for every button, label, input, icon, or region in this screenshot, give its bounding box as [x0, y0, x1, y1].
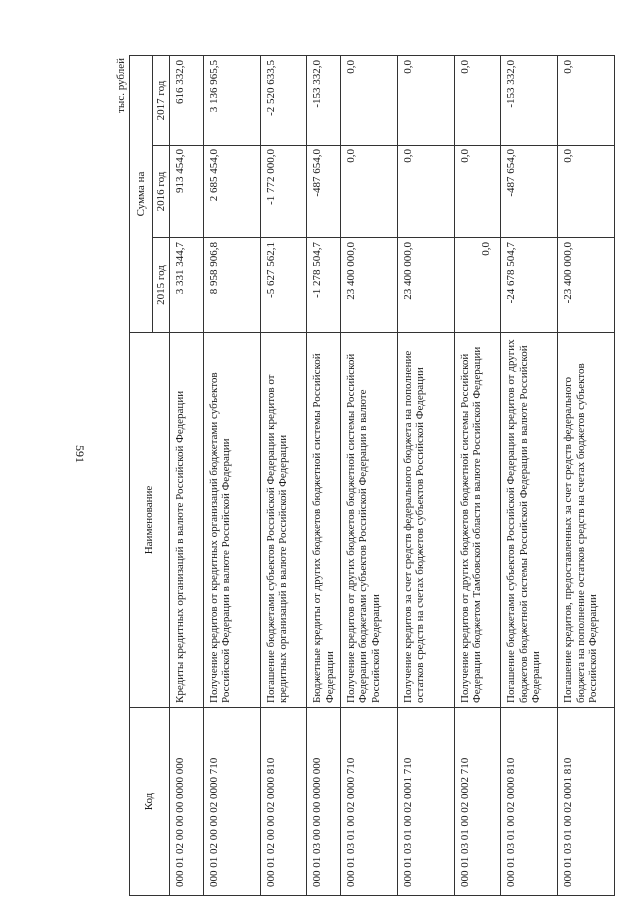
row-code: 000 01 03 01 00 02 0001 710 — [397, 708, 454, 896]
header-code: Код — [130, 708, 170, 896]
row-value-2016: 0,0 — [454, 146, 500, 238]
table-row — [454, 55, 500, 895]
table-row — [558, 55, 615, 895]
row-value-2017: 3 136 965,5 — [203, 55, 260, 145]
row-code: 000 01 03 01 00 02 0002 710 — [454, 708, 500, 896]
header-year-2016: 2016 год — [153, 146, 170, 238]
row-value-2016: -487 654,0 — [307, 146, 341, 238]
row-value-2016: 0,0 — [397, 146, 454, 238]
row-code: 000 01 03 00 00 00 0000 000 — [307, 708, 341, 896]
row-code: 000 01 03 01 00 02 0001 810 — [558, 708, 615, 896]
table-row — [170, 55, 204, 895]
row-value-2016: 0,0 — [558, 146, 615, 238]
header-year-2017: 2017 год — [153, 55, 170, 145]
unit-label: тыс. рублей — [115, 58, 127, 113]
row-value-2017: 616 332,0 — [170, 55, 204, 145]
row-name: Получение кредитов от кредитных организаций бюджетами субъектов Российской Федерации в валюте Российской Федерации — [203, 333, 260, 708]
row-name: Бюджетные кредиты от других бюджетов бюджетной системы Российской Федерации — [307, 333, 341, 708]
row-name: Получение кредитов от других бюджетов бюджетной системы Российской Федерации бюджетами субъектов Российской Федерации в валюте Российской Федерации — [340, 333, 397, 708]
row-value-2017: 0,0 — [340, 55, 397, 145]
row-value-2015: 8 958 906,8 — [203, 238, 260, 333]
row-value-2017: 0,0 — [397, 55, 454, 145]
header-row-top — [130, 55, 153, 895]
table-row — [203, 55, 260, 895]
header-year-2015: 2015 год — [153, 238, 170, 333]
page-number: 591 — [73, 445, 87, 463]
row-value-2016: -487 654,0 — [501, 146, 558, 238]
header-name: Наименование — [130, 333, 170, 708]
row-value-2015: 0,0 — [454, 238, 500, 333]
row-value-2015: -23 400 000,0 — [558, 238, 615, 333]
row-code: 000 01 03 01 00 02 0000 710 — [340, 708, 397, 896]
table-row — [307, 55, 341, 895]
row-code: 000 01 03 01 00 02 0000 810 — [501, 708, 558, 896]
table-row — [340, 55, 397, 895]
header-sum-group: Сумма на — [130, 55, 153, 332]
row-code: 000 01 02 00 00 00 0000 000 — [170, 708, 204, 896]
row-value-2015: -5 627 562,1 — [260, 238, 306, 333]
row-code: 000 01 02 00 00 02 0000 710 — [203, 708, 260, 896]
budget-table — [129, 55, 615, 896]
budget-sheet — [115, 56, 615, 896]
row-name: Получение кредитов от других бюджетов бюджетной системы Российской Федерации бюджетом Тамбовской области в валюте Российской Федерации — [454, 333, 500, 708]
table-row — [397, 55, 454, 895]
row-name: Погашение бюджетами субъектов Российской Федерации кредитов от кредитных организаций в валюте Российской Федерации — [260, 333, 306, 708]
row-value-2017: 0,0 — [454, 55, 500, 145]
row-name: Получение кредитов за счет средств федерального бюджета на пополнение остатков средств на счетах бюджетов субъектов Российской Федерации — [397, 333, 454, 708]
row-code: 000 01 02 00 00 02 0000 810 — [260, 708, 306, 896]
row-name: Кредиты кредитных организаций в валюте Российской Федерации — [170, 333, 204, 708]
row-value-2015: 23 400 000,0 — [397, 238, 454, 333]
row-value-2015: 3 331 344,7 — [170, 238, 204, 333]
row-value-2016: 0,0 — [340, 146, 397, 238]
row-value-2017: -153 332,0 — [307, 55, 341, 145]
row-value-2017: -153 332,0 — [501, 55, 558, 145]
row-value-2017: -2 520 633,5 — [260, 55, 306, 145]
row-value-2016: 913 454,0 — [170, 146, 204, 238]
table-row — [501, 55, 558, 895]
row-name: Погашение бюджетами субъектов Российской Федерации кредитов от других бюджетов бюджетной системы Российской Федерации в валюте Российской Федерации — [501, 333, 558, 708]
row-value-2015: -1 278 504,7 — [307, 238, 341, 333]
table-row — [260, 55, 306, 895]
row-value-2016: 2 685 454,0 — [203, 146, 260, 238]
row-value-2017: 0,0 — [558, 55, 615, 145]
row-value-2016: -1 772 000,0 — [260, 146, 306, 238]
row-value-2015: 23 400 000,0 — [340, 238, 397, 333]
row-name: Погашение кредитов, предоставленных за счет средств федерального бюджета на пополнение остатков средств на счетах бюджетов субъектов Российской Федерации — [558, 333, 615, 708]
row-value-2015: -24 678 504,7 — [501, 238, 558, 333]
